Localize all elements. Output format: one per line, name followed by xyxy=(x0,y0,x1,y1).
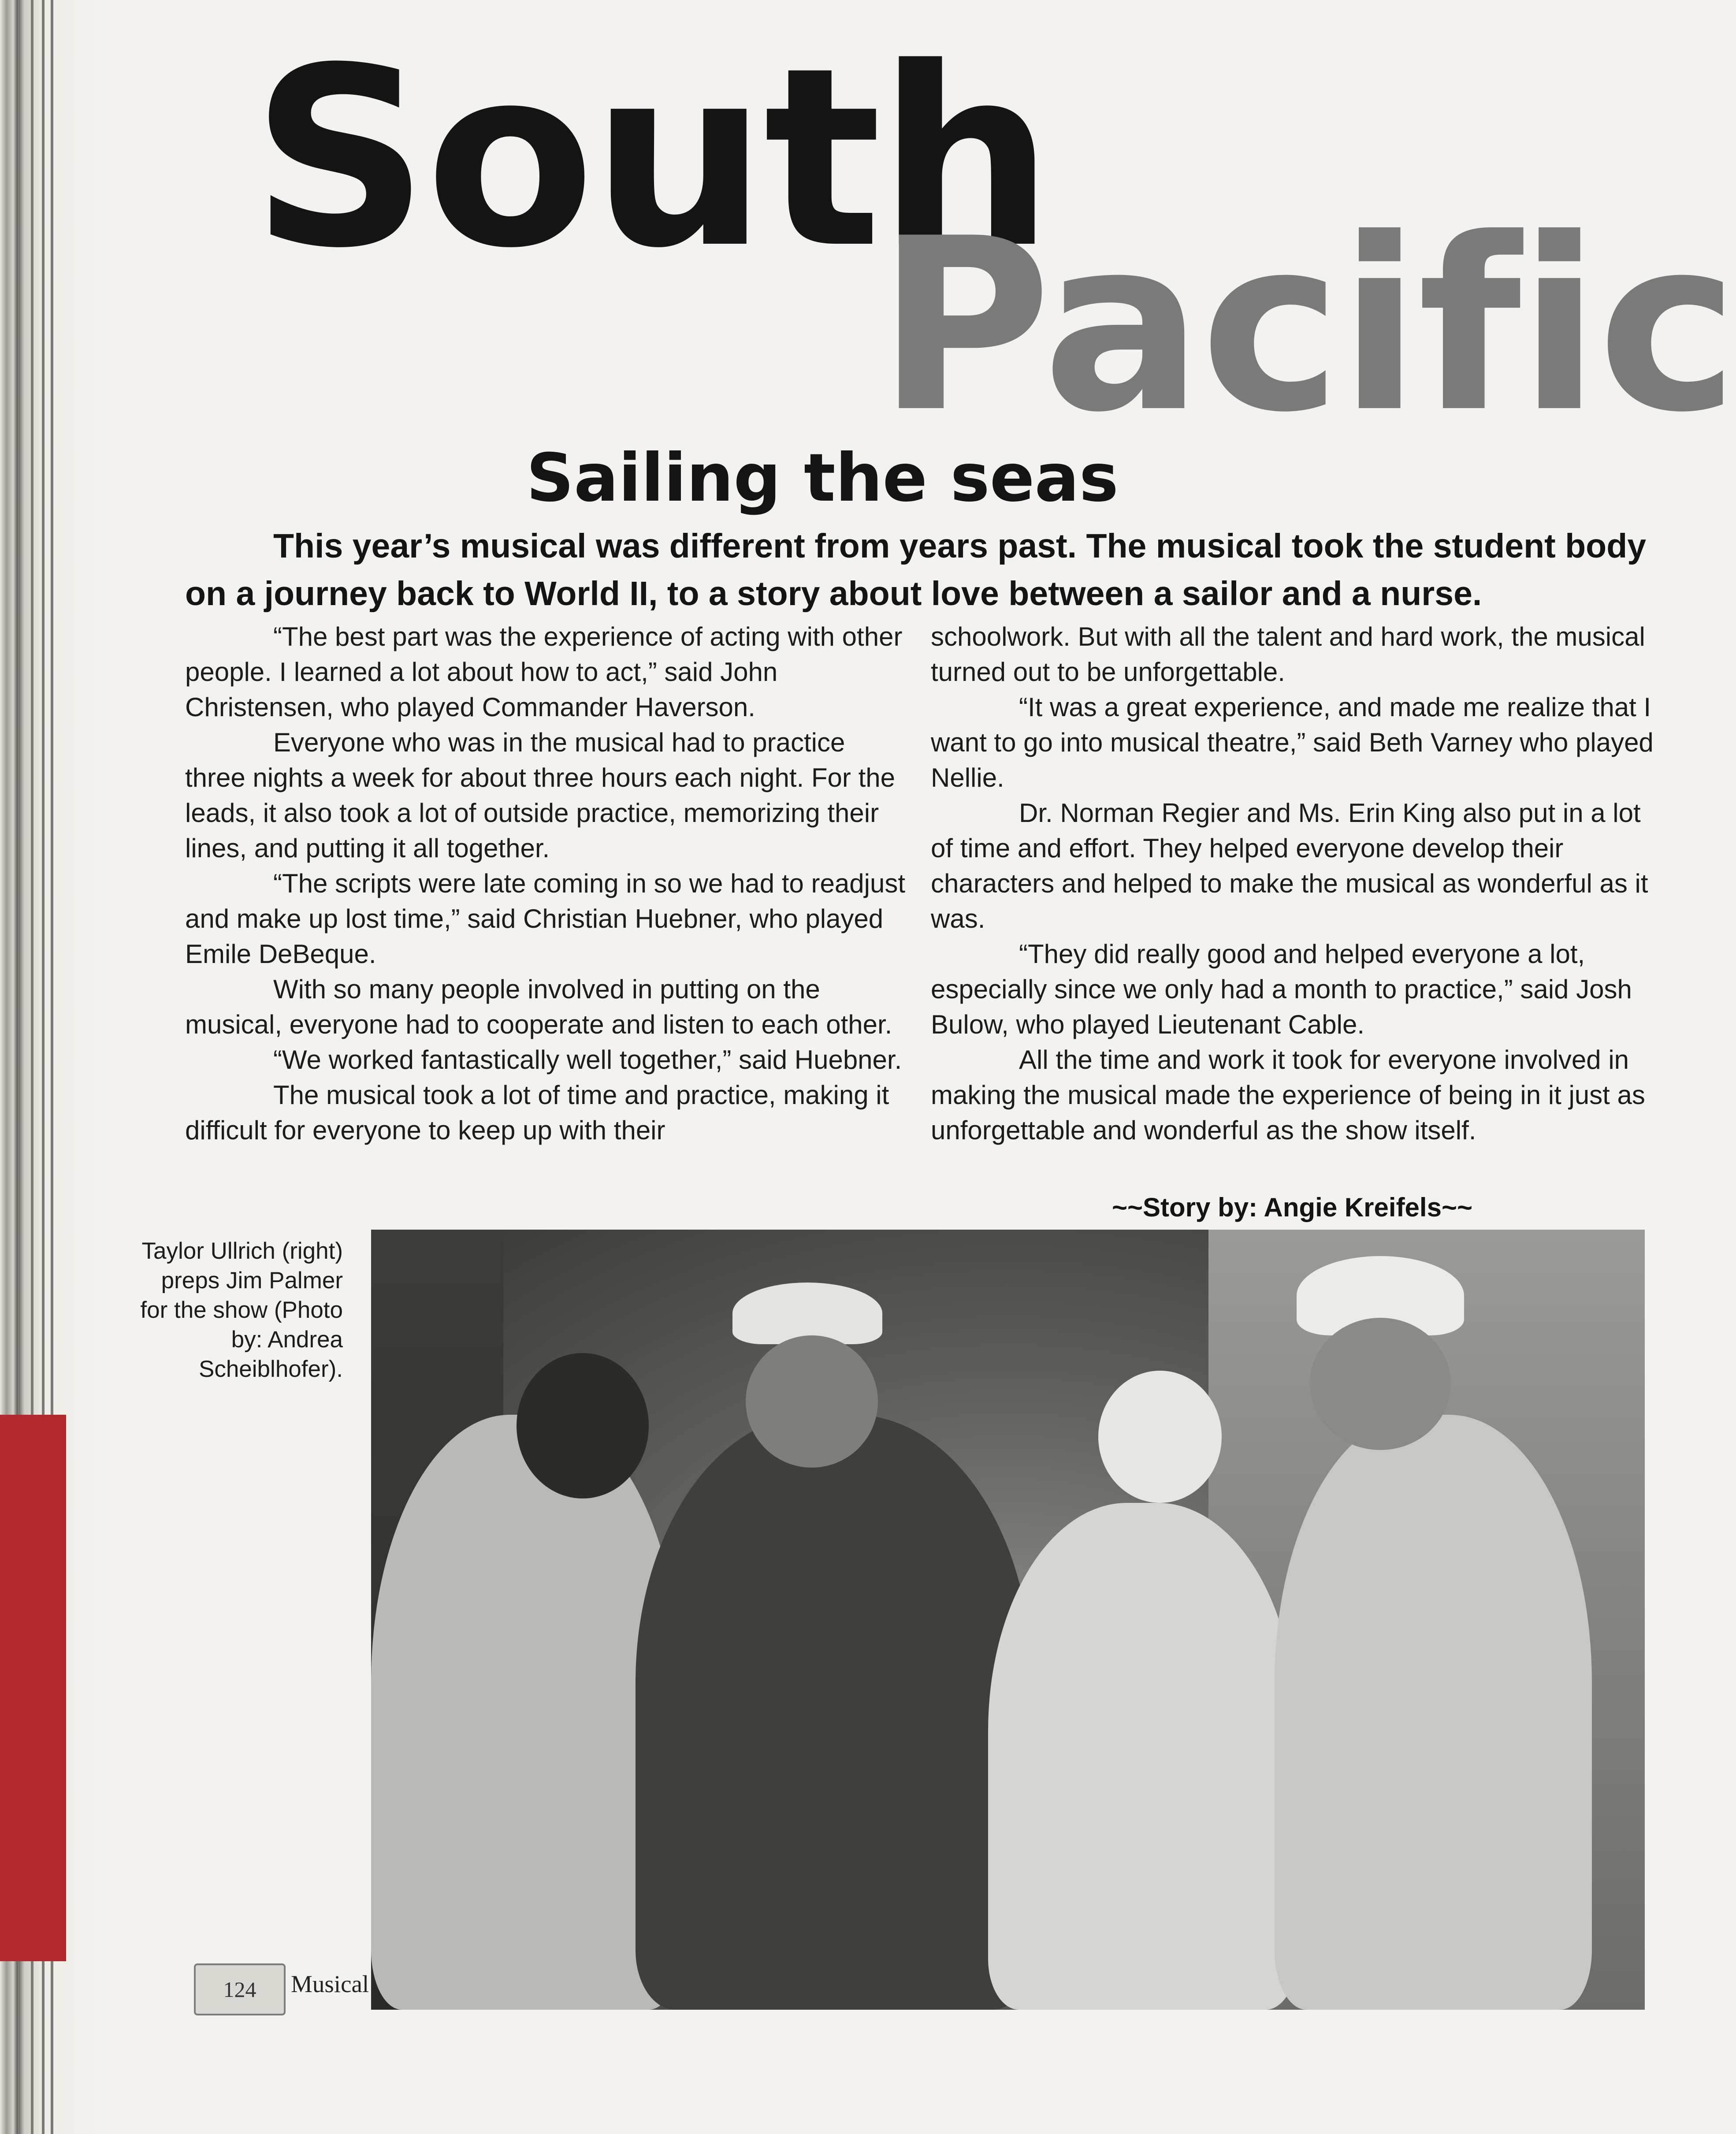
cast-photo xyxy=(371,1230,1645,2010)
photo-caption: Taylor Ullrich (right) preps Jim Palmer for the show (Photo by: Andrea Scheiblhofer). xyxy=(140,1238,343,1382)
right-column xyxy=(931,619,1654,1148)
subtitle: Sailing the seas xyxy=(526,440,1119,517)
section-label: Musical xyxy=(291,1970,369,1997)
title-pacific: Pacific xyxy=(877,188,1736,465)
body-paragraph: schoolwork. But with all the talent and hard work, the musical turned out to be unforgettable. xyxy=(931,622,1645,687)
left-column xyxy=(185,619,908,1148)
red-tab-divider xyxy=(0,1415,66,1961)
body-paragraph: All the time and work it took for everyone involved in making the musical made the experience of being in it just as unforgettable and wonderful as the show itself. xyxy=(931,1045,1645,1145)
body-paragraph: “We worked fantastically well together,” said Huebner. xyxy=(273,1045,902,1074)
title-south: South xyxy=(251,15,1051,302)
body-paragraph: “The best part was the experience of acting with other people. I learned a lot about how to act,” said John Christensen, who played Commander Haverson. xyxy=(185,622,903,722)
body-paragraph: The musical took a lot of time and practice, making it difficult for everyone to keep up with their xyxy=(185,1080,889,1145)
body-paragraph: Dr. Norman Regier and Ms. Erin King also put in a lot of time and effort. They helped everyone develop their characters and helped to make the musical as wonderful as it was. xyxy=(931,798,1648,933)
page-number: 124 xyxy=(223,1977,256,2002)
body-paragraph: “The scripts were late coming in so we had to readjust and make up lost time,” said Christian Huebner, who played Emile DeBeque. xyxy=(185,869,905,969)
body-paragraph: With so many people involved in putting on the musical, everyone had to cooperate and listen to each other. xyxy=(185,974,892,1039)
body-paragraph: “It was a great experience, and made me realize that I want to go into musical theatre,” said Beth Varney who played Nellie. xyxy=(931,692,1654,792)
open-book-icon xyxy=(194,1963,286,2015)
story-byline: ~~Story by: Angie Kreifels~~ xyxy=(1111,1193,1473,1222)
intro-paragraph: This year’s musical was different from years past. The musical took the student body on a journey back to World II, to a story about love between a sailor and a nurse. xyxy=(185,527,1647,613)
body-paragraph: “They did really good and helped everyone a lot, especially since we only had a month to practice,” said Josh Bulow, who played Lieutenant Cable. xyxy=(931,939,1632,1039)
body-paragraph: Everyone who was in the musical had to practice three nights a week for about three hours each night. For the leads, it also took a lot of outside practice, memorizing their lines, and putting it all together. xyxy=(185,728,895,863)
